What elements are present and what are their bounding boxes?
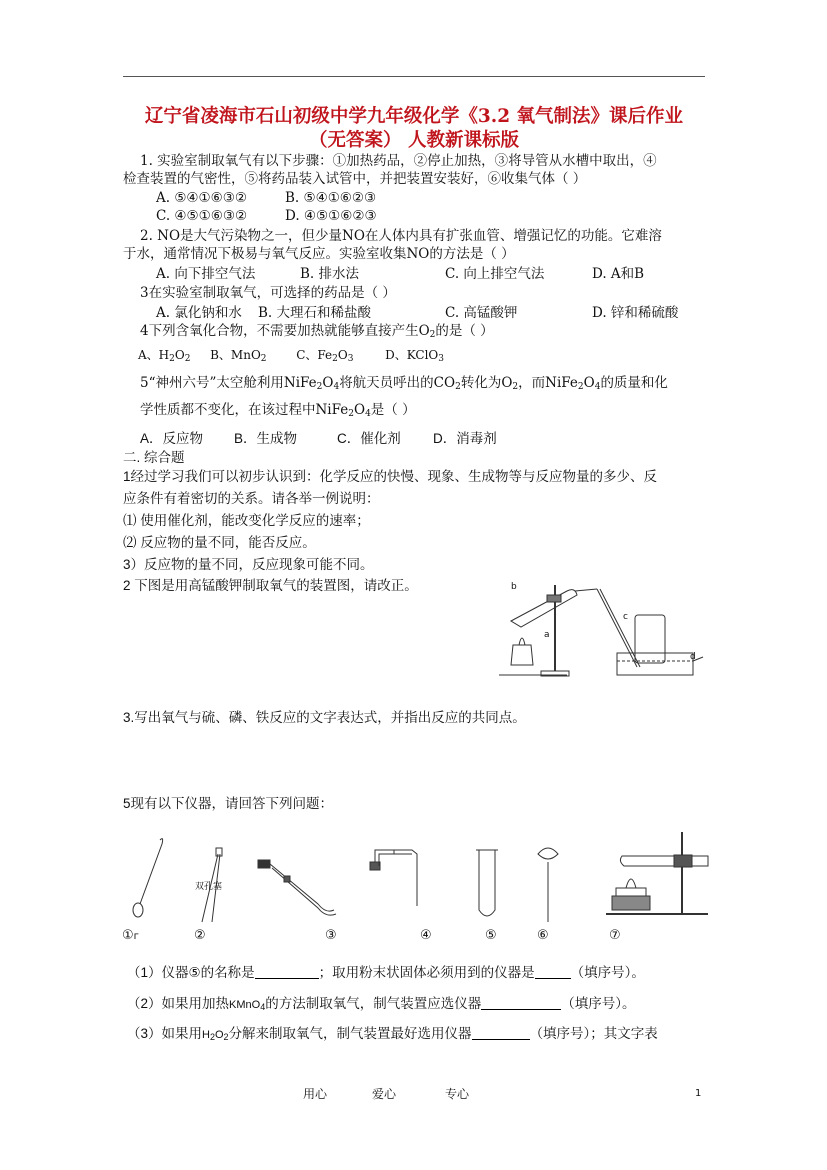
q3-option-b: B. 大理石和稀盐酸 [258, 305, 372, 321]
instrument-4-number: ④ [420, 928, 432, 943]
q4-option-b: B、MnO$_2$ [210, 348, 267, 364]
q5-option-d: D．消毒剂 [433, 431, 497, 446]
q4-option-c: C、$Fe_2O_3$ [296, 348, 354, 364]
c5-prompt: 5现有以下仪器，请回答下列问题： [123, 796, 334, 811]
q1-option-a: A. ⑤④①⑥③② [156, 190, 247, 206]
apparatus-label-a: a [544, 630, 550, 640]
instrument-5-number: ⑤ [485, 928, 497, 943]
q4-options [138, 346, 444, 364]
q4-option-a: A、$H_2O_2$ [138, 348, 191, 364]
delivery-tube-top [575, 589, 597, 591]
q2-option-b: B. 排水法 [300, 266, 360, 282]
q1-stem-2: 检查装置的气密性，⑤将药品装入试管中，并把装置安装好，⑥收集气体（ ） [123, 171, 587, 187]
oxygen-apparatus-diagram [497, 575, 709, 680]
stopper-label: 双孔塞 [195, 882, 223, 892]
instrument-7-number: ⑦ [609, 928, 621, 943]
q3-option-d: D. 锌和稀硫酸 [592, 305, 679, 321]
q4-option-d: D、KClO$_3$ [385, 348, 444, 364]
apparatus-label-c: c [623, 612, 628, 622]
instruments-figure [112, 826, 714, 926]
c1-line-1: 1经过学习我们可以初步认识到：化学反应的快慢、现象、生成物等与反应物量的多少、反 [123, 469, 658, 484]
answer-blank-4[interactable] [472, 1027, 530, 1040]
clamp [547, 595, 561, 602]
q2-stem-1: 2. NO是大气污染物之一，但少量NO在人体内具有扩张血管、增强记忆的功能。它难溶 [140, 228, 662, 244]
c1-item-3: 3）反应物的量不同，反应现象可能不同。 [123, 557, 374, 572]
c1-item-2: ⑵ 反应物的量不同，能否反应。 [123, 535, 316, 550]
q2-option-a: A. 向下排空气法 [156, 266, 256, 282]
c1-line-2: 应条件有着密切的关系。请各举一例说明： [123, 491, 380, 506]
c3-prompt: 3.写出氧气与硫、磷、铁反应的文字表达式，并指出反应的共同点。 [123, 710, 526, 725]
answer-blank-2[interactable] [535, 966, 571, 979]
section-heading: 二. 综合题 [123, 450, 185, 465]
gas-collecting-bottle [635, 615, 665, 663]
q5-option-c: C．催化剂 [337, 431, 401, 446]
q5-option-a: A．反应物 [140, 431, 204, 446]
instrument-6-number: ⑥ [537, 928, 549, 943]
q2-option-d: D. A和B [592, 266, 645, 282]
answer-blank-3[interactable] [481, 997, 561, 1010]
instrument-3-number: ③ [325, 928, 337, 943]
medicine-spoon [133, 839, 163, 917]
header-rule [123, 76, 705, 77]
alcohol-lamp [511, 645, 533, 665]
instrument-1-number: ①г [122, 928, 139, 943]
footer-text-1: 用心 [303, 1087, 328, 1101]
q3-option-c: C. 高锰酸钾 [445, 305, 518, 321]
q3-option-a: A. 氯化钠和水 [156, 305, 242, 321]
page-title-line2: （无答案） 人教新课标版 [309, 130, 519, 151]
c5-question-1: （1）仪器⑤的名称是 ；取用粉末状固体必须用到的仪器是 （填序号）。 [127, 965, 645, 980]
c1-item-1: ⑴ 使用催化剂，能改变化学反应的速率； [123, 513, 370, 528]
two-hole-stopper-assembly [370, 850, 417, 906]
c5-question-3: （3）如果用$H_2O_2$分解来制取氧气，制气装置最好选用仪器 （填序号）；其文字表 [127, 1026, 658, 1042]
apparatus-label-b: b [511, 582, 517, 592]
instrument-2-number: ② [194, 928, 206, 943]
test-tube-figure [476, 850, 498, 916]
c2-prompt: 2 下图是用高锰酸钾制取氧气的装置图，请改正。 [123, 578, 418, 593]
page-number: 1 [695, 1088, 702, 1099]
q5-stem-1: 5“神州六号”太空舱利用$NiFe_2O_4$将航天员呼出的$CO_2$转化为$O_2$，而$NiFe_2O_4$的质量和化 [140, 375, 668, 392]
q1-option-d: D. ④⑤①⑥②③ [285, 208, 377, 224]
c5-question-2: （2）如果用加热KMnO$_4$的方法制取氧气，制气装置应选仪器 （填序号）。 [127, 996, 636, 1012]
q1-option-b: B. ⑤④①⑥②③ [285, 190, 377, 206]
q1-option-c: C. ④⑤①⑥③② [156, 208, 248, 224]
q3-stem: 3在实验室制取氧气，可选择的药品是（ ） [140, 285, 396, 301]
apparatus-label-d: d [690, 652, 696, 662]
footer-text-2: 爱心 [372, 1087, 397, 1101]
q4-stem: 4下列含氧化合物，不需要加热就能够直接产生$O_2$的是（ ） [140, 323, 494, 340]
q5-stem-2: 学性质都不变化，在该过程中$NiFe_2O_4$是（ ） [140, 402, 416, 419]
answer-blank-1[interactable] [255, 966, 319, 979]
q2-stem-2: 于水，通常情况下极易与氧气反应。实验室收集NO的方法是（ ） [123, 246, 515, 262]
lamp-flame [519, 638, 525, 645]
heating-setup [606, 832, 708, 914]
q2-option-c: C. 向上排空气法 [445, 266, 545, 282]
combustion-spoon [538, 848, 558, 922]
bent-glass-tube-with-stopper [258, 860, 336, 915]
page-title-line1: 辽宁省凌海市石山初级中学九年级化学《3.2 氧气制法》课后作业 [144, 106, 684, 127]
q1-stem-1: 1. 实验室制取氧气有以下步骤：①加热药品，②停止加热，③将导管从水槽中取出，④ [140, 153, 657, 169]
footer-text-3: 专心 [445, 1087, 470, 1101]
q5-option-b: B．生成物 [234, 431, 298, 446]
test-tube [511, 590, 577, 627]
water-trough [617, 653, 693, 675]
